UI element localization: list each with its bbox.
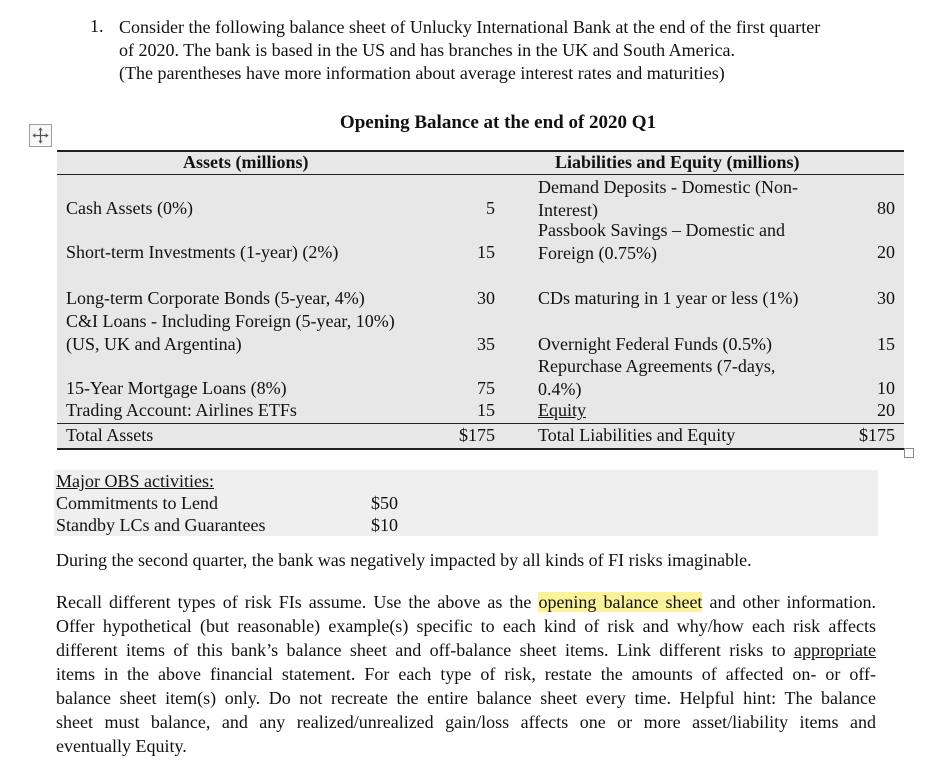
asset-label: C&I Loans - Including Foreign (5-year, 10%) (US, UK and Argentina) [66,311,395,354]
asset-value: 35 [477,334,495,354]
liability-value: 20 [877,242,895,262]
table-move-handle[interactable] [29,124,52,147]
paragraph-line: Recall different types of risk FIs assume. Use the above as the opening balance sheet and other information. [56,592,876,612]
total-liabilities-label: Total Liabilities and Equity [538,425,736,445]
obs-heading: Major OBS activities: [56,471,214,491]
liability-value: 15 [877,334,895,354]
paragraph-line: eventually Equity. [56,736,187,756]
assets-header: Assets (millions) [183,152,309,172]
underlined-text: appropriate [794,640,876,660]
obs-item-label: Standby LCs and Guarantees [56,515,266,535]
question-line: (The parentheses have more information about average interest rates and maturities) [119,63,725,83]
liability-label: Passbook Savings – Domestic and Foreign (0.75%) [538,220,785,263]
asset-label: Short-term Investments (1-year) (2%) [66,242,339,262]
liability-label: CDs maturing in 1 year or less (1%) [538,288,799,308]
table-resize-handle[interactable] [904,448,914,458]
asset-value: 5 [486,198,495,218]
asset-value: 15 [477,400,495,420]
asset-value: 75 [477,378,495,398]
obs-item-value: $50 [371,493,398,513]
liability-label: Overnight Federal Funds (0.5%) [538,334,772,354]
question-number: 1. [90,16,104,36]
paragraph-line: Offer hypothetical (but reasonable) example(s) specific to each kind of risk and why/how each risk affects [56,616,876,636]
asset-label: Cash Assets (0%) [66,198,193,218]
liability-label: Demand Deposits - Domestic (Non- Interest) [538,177,798,220]
paragraph-line: different items of this bank’s balance sheet and off-balance sheet items. Link different risks to appropriate [56,640,876,660]
question-line: of 2020. The bank is based in the US and has branches in the UK and South America. [119,40,736,60]
table-title: Opening Balance at the end of 2020 Q1 [339,112,657,133]
liability-value: 20 [877,400,895,420]
move-arrows-icon [32,127,49,144]
total-assets-value: $175 [459,425,495,445]
asset-value: 30 [477,288,495,308]
obs-item-value: $10 [371,515,398,535]
liability-value: 10 [877,378,895,398]
paragraph-line: items in the above financial statement. For each type of risk, restate the amounts of affected on- or off- [56,664,876,684]
obs-item-label: Commitments to Lend [56,493,218,513]
liability-label: Repurchase Agreements (7-days, 0.4%) [538,356,776,399]
liability-value: 80 [877,198,895,218]
question-text [119,16,919,85]
header-rule [57,174,904,175]
liability-label: Equity [538,400,586,420]
asset-value: 15 [477,242,495,262]
liability-value: 30 [877,288,895,308]
asset-label: Trading Account: Airlines ETFs [66,400,297,420]
total-liabilities-value: $175 [859,425,895,445]
asset-label: Long-term Corporate Bonds (5-year, 4%) [66,288,365,308]
highlighted-text: opening balance sheet [538,592,703,612]
paragraph-intro: During the second quarter, the bank was negatively impacted by all kinds of FI risks imaginable. [56,550,752,570]
asset-label: 15-Year Mortgage Loans (8%) [66,378,287,398]
liabilities-header: Liabilities and Equity (millions) [555,152,800,172]
paragraph-line: balance sheet item(s) only. Do not recreate the entire balance sheet every time. Helpful hint: The balance [56,688,876,708]
question-line: Consider the following balance sheet of Unlucky International Bank at the end of the first quarter [119,17,821,37]
paragraph-instructions [56,590,876,758]
total-assets-label: Total Assets [66,425,154,445]
paragraph-line: sheet must balance, and any realized/unrealized gain/loss affects one or more asset/liability items and [56,712,876,732]
